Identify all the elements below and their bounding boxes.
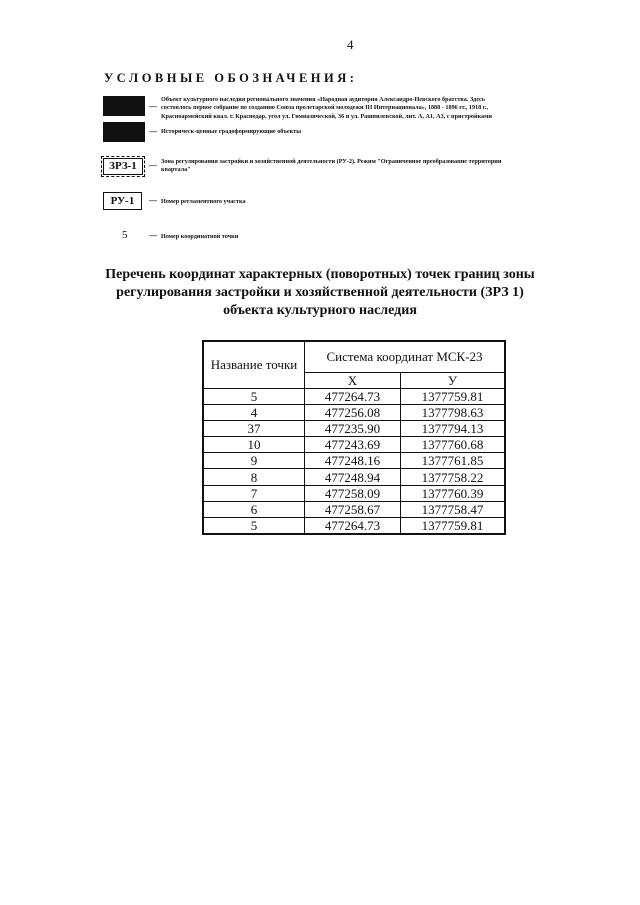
zrz-zone-marker: ЗРЗ-1	[103, 158, 143, 175]
table-row	[203, 389, 505, 405]
x-coordinate-cell: 477258.09	[305, 485, 401, 501]
header-x: Х	[305, 373, 401, 389]
point-name-cell: 9	[203, 453, 305, 469]
y-coordinate-cell: 1377758.47	[401, 501, 506, 517]
legend-line: Историческ-ценные градоформирующие объекты	[161, 128, 302, 135]
x-coordinate-cell: 477248.16	[305, 453, 401, 469]
table-row	[203, 437, 505, 453]
legend-dash: —	[149, 231, 157, 240]
y-coordinate-cell: 1377794.13	[401, 421, 506, 437]
legend-dash: —	[149, 127, 157, 136]
y-coordinate-cell: 1377761.85	[401, 453, 506, 469]
legend-line: Объект культурного наследия регионального значения «Народная аудитория Александро-Невского братства. Здесь	[161, 96, 486, 103]
point-number-marker: 5	[122, 229, 128, 241]
legend-line: Зона регулирования застройки и хозяйственной деятельности (РУ-2). Режим "Ограниченное преобразование территории	[161, 158, 502, 165]
legend-line: Красноармейский квал. г. Краснодар, угол ул. Гимназической, 36 и ул. Рашпилевской, лит. А, А1, А3, с пристройками	[161, 112, 492, 120]
table-row	[203, 405, 505, 421]
legend-text	[161, 128, 301, 136]
x-coordinate-cell: 477235.90	[305, 421, 401, 437]
table-row	[203, 485, 505, 501]
y-coordinate-cell: 1377758.22	[401, 469, 506, 485]
legend-text	[161, 198, 246, 206]
legend-title: УСЛОВНЫЕ ОБОЗНАЧЕНИЯ:	[104, 71, 358, 85]
x-coordinate-cell: 477258.67	[305, 501, 401, 517]
y-coordinate-cell: 1377760.68	[401, 437, 506, 453]
y-coordinate-cell: 1377760.39	[401, 485, 506, 501]
x-coordinate-cell: 477264.73	[305, 389, 401, 405]
legend-line: состоялось первое собрание по созданию Союза пролетарской молодежи III Интернационала», 1888 - 1896 гг., 1918 г.,	[161, 104, 488, 112]
point-name-cell: 10	[203, 437, 305, 453]
point-name-cell: 6	[203, 501, 305, 517]
legend-dash: —	[149, 196, 157, 205]
point-name-cell: 5	[203, 389, 305, 405]
table-row	[203, 421, 505, 437]
x-coordinate-cell: 477264.73	[305, 517, 401, 534]
point-name-cell: 5	[203, 517, 305, 534]
point-name-cell: 7	[203, 485, 305, 501]
legend-text	[161, 233, 238, 241]
legend-black-swatch	[103, 96, 145, 116]
ru-site-marker: РУ-1	[103, 192, 142, 210]
table-row	[203, 453, 505, 469]
legend-text	[161, 96, 492, 121]
table-row	[203, 517, 505, 534]
legend-line: квартала"	[161, 166, 191, 174]
table-row	[203, 469, 505, 485]
legend-black-swatch	[103, 122, 145, 142]
y-coordinate-cell: 1377759.81	[401, 389, 506, 405]
legend-dash: —	[149, 161, 157, 170]
header-point-name: Название точки	[203, 341, 305, 389]
table-heading: Перечень координат характерных (поворотных) точек границ зоны регулирования застройки и хозяйственной деятельности (ЗРЗ 1) объекта культурного наследия	[105, 267, 535, 318]
y-coordinate-cell: 1377798.63	[401, 405, 506, 421]
header-coordinate-system: Система координат МСК-23	[305, 341, 506, 373]
point-name-cell: 4	[203, 405, 305, 421]
x-coordinate-cell: 477248.94	[305, 469, 401, 485]
table-row	[203, 501, 505, 517]
point-name-cell: 8	[203, 469, 305, 485]
page-number: 4	[347, 37, 354, 52]
legend-line: Номер регламентного участка	[161, 198, 246, 205]
point-name-cell: 37	[203, 421, 305, 437]
legend-line: Номер координатной точки	[161, 233, 239, 240]
x-coordinate-cell: 477256.08	[305, 405, 401, 421]
header-y: У	[401, 373, 506, 389]
legend-dash: —	[149, 102, 157, 111]
legend-text	[161, 158, 501, 175]
coordinates-table	[202, 340, 506, 535]
x-coordinate-cell: 477243.69	[305, 437, 401, 453]
y-coordinate-cell: 1377759.81	[401, 517, 506, 534]
